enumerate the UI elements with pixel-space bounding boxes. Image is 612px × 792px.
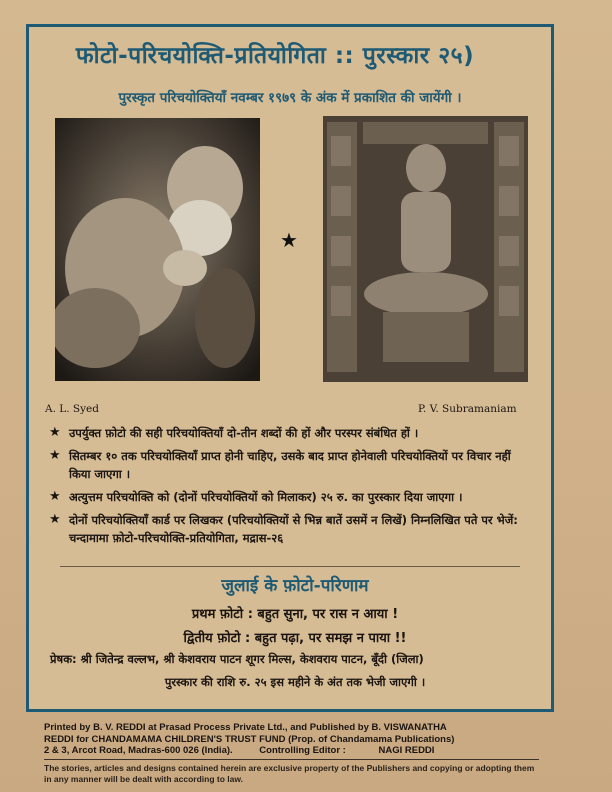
results-title: जुलाई के फ़ोटो-परिणाम	[221, 576, 369, 596]
rule-item	[45, 488, 535, 506]
imprint-divider	[44, 759, 539, 760]
prize-note: पुरस्कार की राशि रु. २५ इस महीने के अंत तक भेजी जाएगी ।	[164, 675, 426, 689]
imprint-editor: NAGI REDDI	[378, 745, 435, 756]
rule-item	[45, 511, 535, 547]
imprint-controlling-label: Controlling Editor :	[259, 745, 346, 756]
imprint-line	[44, 745, 544, 757]
photo-credit-right: P. V. Subramaniam	[418, 403, 517, 415]
sender-line: प्रेषक: श्री जितेन्द्र वल्लभ, श्री केशवराय पाटन शूगर मिल्स, केशवराय पाटन, बूँदी (जिला)	[50, 652, 424, 666]
star-bullet-icon: ★	[49, 425, 61, 440]
imprint-line: Printed by B. V. REDDI at Prasad Process Private Ltd., and Published by B. VISWANATHA	[44, 722, 447, 733]
contest-subtitle: पुरस्कृत परिचयोक्तियाँ नवम्बर १९७९ के अंक में प्रकाशित की जायेंगी ।	[118, 90, 462, 106]
rule-text: सितम्बर १० तक परिचयोक्तियाँ प्राप्त होनी चाहिए, उसके बाद प्राप्त होनेवाली परिचयोक्तियों पर विचार नहीं किया जाएगा ।	[69, 449, 511, 481]
second-photo-result: द्वितीय फ़ोटो : बहुत पढ़ा, पर समझ न पाया !!	[183, 631, 407, 646]
photo-left-image	[55, 118, 260, 381]
photo-right-image	[323, 116, 528, 382]
rule-item	[45, 424, 535, 442]
rule-text: दोनों परिचयोक्तियाँ कार्ड पर लिखकर (परिचयोक्तियों से भिन्न बातें उसमें न लिखें) निम्नलिखित पते पर भेजें: चन्दामामा फ़ोटो-परिचयोक्ति-प्रतियोगिता, मद्रास-२६	[69, 513, 518, 545]
rule-text: अत्युत्तम परिचयोक्ति को (दोनों परिचयोक्तियों को मिलाकर) २५ रु. का पुरस्कार दिया जाएगा ।	[69, 490, 463, 504]
photo-right	[323, 116, 528, 382]
center-star-icon: ★	[280, 228, 298, 252]
photo-left	[55, 118, 260, 381]
star-bullet-icon: ★	[49, 512, 61, 527]
copyright-notice: The stories, articles and designs contained herein are exclusive property of the Publishers and copying or adopting them in any manner will be dealt with according to law.	[44, 763, 535, 784]
rule-text: उपर्युक्त फ़ोटो की सही परिचयोक्तियाँ दो-तीन शब्दों की हों और परस्पर संबंधित हों ।	[69, 426, 419, 440]
section-divider	[60, 566, 520, 567]
contest-title: फोटो-परिचयोक्ति-प्रतियोगिता :: पुरस्कार २५)	[75, 43, 475, 69]
star-bullet-icon: ★	[49, 489, 61, 504]
imprint-line: REDDI for CHANDAMAMA CHILDREN'S TRUST FUND (Prop. of Chandamama Publications)	[44, 733, 455, 745]
star-bullet-icon: ★	[49, 448, 61, 463]
rule-item	[45, 447, 535, 483]
first-photo-result: प्रथम फ़ोटो : बहुत सुना, पर रास न आया !	[191, 607, 399, 622]
photo-credit-left: A. L. Syed	[45, 403, 99, 415]
imprint-address: 2 & 3, Arcot Road, Madras-600 026 (India).	[44, 745, 233, 756]
printer-imprint	[44, 722, 544, 757]
rules-list	[45, 424, 535, 552]
